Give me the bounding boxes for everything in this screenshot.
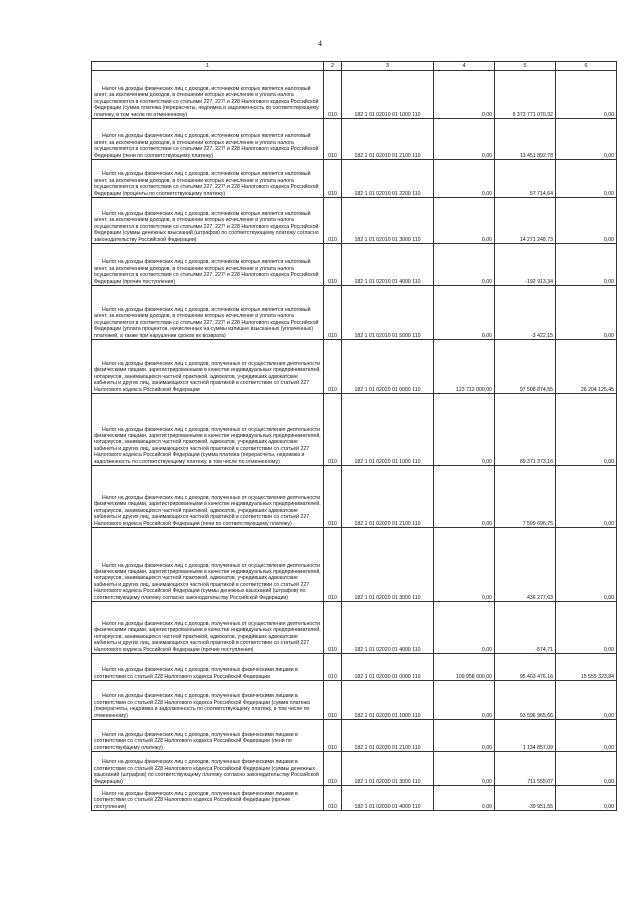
row-unexecuted-cell: 0,00 <box>556 71 617 119</box>
row-name-cell: Налог на доходы физических лиц с доходов, полученных от осуществления деятельности физическими лицами, зарегистрированными в качестве индивидуальных предпринимателей, нотариусов, занимающихся частной практикой, адвокатов, учредивших адвокатские кабинеты и других лиц, занимающихся частной практикой в соответствии со статьей 227 Налогового кодекса Российской Федерации (прочие поступления) <box>92 602 324 654</box>
row-budget-code-cell: 182 1 01 02010 01 2200 110 <box>342 160 434 198</box>
row-budget-code-cell: 182 1 01 02020 01 1000 110 <box>342 394 434 466</box>
row-approved-cell: 123 712 000,00 <box>434 340 495 394</box>
row-line-code-cell: 010 <box>324 160 342 198</box>
column-header-3: 3 <box>342 62 434 71</box>
row-line-code-cell: 010 <box>324 71 342 119</box>
row-line-code-cell: 010 <box>324 340 342 394</box>
report-body <box>92 71 617 811</box>
table-row <box>92 654 617 681</box>
row-approved-cell: 0,00 <box>434 160 495 198</box>
table-row <box>92 198 617 244</box>
row-name-cell: Налог на доходы физических лиц с доходов, полученных от осуществления деятельности физическими лицами, зарегистрированными в качестве индивидуальных предпринимателей, нотариусов, занимающихся частной практикой, адвокатов, учредивших адвокатские кабинеты и других лиц, занимающихся частной практикой в соответствии со статьей 227 Налогового кодекса Российской Федерации (суммы денежных взысканий (штрафов) по соответствующему платежу согласно законодательству Российской Федерации) <box>92 528 324 602</box>
row-budget-code-cell: 182 1 01 02030 01 3000 110 <box>342 752 434 786</box>
row-name-cell: Налог на доходы физических лиц с доходов, полученных физическими лицами в соответствии со статьей 228 Налогового кодекса Российской Федерации <box>92 654 324 681</box>
row-approved-cell: 0,00 <box>434 71 495 119</box>
table-row <box>92 394 617 466</box>
row-name-cell: Налог на доходы физических лиц с доходов, полученных от осуществления деятельности физическими лицами, зарегистрированными в качестве индивидуальных предпринимателей, нотариусов, занимающихся частной практикой, адвокатов, учредивших адвокатские кабинеты и других лиц, занимающихся частной практикой в соответствии со статьей 227 Налогового кодекса Российской Федерации (сумма платежа (перерасчеты, недоимка и задолженность по соответствующему платежу, в том числе по отмененному) <box>92 394 324 466</box>
row-unexecuted-cell: 0,00 <box>556 602 617 654</box>
row-budget-code-cell: 182 1 01 02020 01 3000 110 <box>342 528 434 602</box>
table-row <box>92 752 617 786</box>
table-row <box>92 602 617 654</box>
row-executed-cell: 93 596 965,66 <box>495 681 556 720</box>
row-approved-cell: 0,00 <box>434 466 495 528</box>
table-row <box>92 466 617 528</box>
row-line-code-cell: 010 <box>324 394 342 466</box>
table-row <box>92 681 617 720</box>
row-name-cell: Налог на доходы физических лиц с доходов, источником которых является налоговый агент, за исключением доходов, в отношении которых исчисление и уплата налога осуществляются в соответствии со статьями 227, 227¹ и 228 Налогового кодекса Российской Федерации (прочие поступления) <box>92 244 324 286</box>
row-approved-cell: 109 958 000,00 <box>434 654 495 681</box>
row-approved-cell: 0,00 <box>434 752 495 786</box>
column-header-2: 2 <box>324 62 342 71</box>
row-executed-cell: 95 403 476,16 <box>495 654 556 681</box>
row-executed-cell: 57 714,64 <box>495 160 556 198</box>
row-budget-code-cell: 182 1 01 02030 01 1000 110 <box>342 681 434 720</box>
row-executed-cell: 7 599 696,75 <box>495 466 556 528</box>
table-row <box>92 720 617 752</box>
row-executed-cell: 89 371 373,16 <box>495 394 556 466</box>
row-executed-cell: 1 134 857,09 <box>495 720 556 752</box>
row-approved-cell: 0,00 <box>434 244 495 286</box>
row-name-cell: Налог на доходы физических лиц с доходов, источником которых является налоговый агент, за исключением доходов, в отношении которых исчисление и уплата налога осуществляются в соответствии со статьями 227, 227¹ и 228 Налогового кодекса Российской Федерации (пени по соответствующему платежу) <box>92 119 324 160</box>
row-name-cell: Налог на доходы физических лиц с доходов, полученных физическими лицами в соответствии со статьей 228 Налогового кодекса Российской Федерации (пени по соответствующему платежу) <box>92 720 324 752</box>
row-unexecuted-cell: 0,00 <box>556 752 617 786</box>
row-executed-cell: -3 422,15 <box>495 286 556 340</box>
row-line-code-cell: 010 <box>324 681 342 720</box>
column-header-5: 5 <box>495 62 556 71</box>
row-executed-cell: -39 951,55 <box>495 786 556 811</box>
table-row <box>92 244 617 286</box>
row-line-code-cell: 010 <box>324 602 342 654</box>
row-executed-cell: 14 271 248,73 <box>495 198 556 244</box>
row-budget-code-cell: 182 1 01 02010 01 2100 110 <box>342 119 434 160</box>
row-executed-cell: -192 913,34 <box>495 244 556 286</box>
row-name-cell: Налог на доходы физических лиц с доходов, источником которых является налоговый агент, за исключением доходов, в отношении которых исчисление и уплата налога осуществляются в соответствии со статьями 227, 227¹ и 228 Налогового кодекса Российской Федерации (уплата процентов, начисленных на суммы излишне взысканных (уплаченных) платежей, а также при нарушении сроков их возврата) <box>92 286 324 340</box>
column-number-row <box>92 62 617 71</box>
row-name-cell: Налог на доходы физических лиц с доходов, источником которых является налоговый агент, за исключением доходов, в отношении которых исчисление и уплата налога осуществляются в соответствии со статьями 227, 227¹ и 228 Налогового кодекса Российской Федерации (проценты по соответствующему платежу) <box>92 160 324 198</box>
column-header-4: 4 <box>434 62 495 71</box>
row-line-code-cell: 010 <box>324 654 342 681</box>
row-approved-cell: 0,00 <box>434 119 495 160</box>
revenue-report-table <box>91 61 617 811</box>
column-header-1: 1 <box>92 62 324 71</box>
table-row <box>92 286 617 340</box>
row-line-code-cell: 010 <box>324 528 342 602</box>
row-name-cell: Налог на доходы физических лиц с доходов, полученных от осуществления деятельности физическими лицами, зарегистрированными в качестве индивидуальных предпринимателей, нотариусов, занимающихся частной практикой, адвокатов, учредивших адвокатские кабинеты и других лиц, занимающихся частной практикой в соответствии со статьей 227 Налогового кодекса Российской Федерации <box>92 340 324 394</box>
row-budget-code-cell: 182 1 01 02020 01 2100 110 <box>342 466 434 528</box>
table-row <box>92 528 617 602</box>
row-executed-cell: 436 277,63 <box>495 528 556 602</box>
row-unexecuted-cell: 0,00 <box>556 394 617 466</box>
row-executed-cell: 97 508 874,55 <box>495 340 556 394</box>
page-number: 4 <box>318 39 322 48</box>
row-approved-cell: 0,00 <box>434 286 495 340</box>
row-approved-cell: 0,00 <box>434 720 495 752</box>
row-budget-code-cell: 182 1 01 02030 01 2100 110 <box>342 720 434 752</box>
row-unexecuted-cell: 0,00 <box>556 160 617 198</box>
row-line-code-cell: 010 <box>324 286 342 340</box>
row-line-code-cell: 010 <box>324 466 342 528</box>
row-budget-code-cell: 182 1 01 02010 01 4000 110 <box>342 244 434 286</box>
row-line-code-cell: 010 <box>324 198 342 244</box>
row-unexecuted-cell: 0,00 <box>556 528 617 602</box>
row-executed-cell: -574,71 <box>495 602 556 654</box>
row-name-cell: Налог на доходы физических лиц с доходов, полученных физическими лицами в соответствии со статьей 228 Налогового кодекса Российской Федерации (прочие поступления) <box>92 786 324 811</box>
row-budget-code-cell: 182 1 01 02020 01 0000 110 <box>342 340 434 394</box>
table-row <box>92 71 617 119</box>
row-executed-cell: 711 555,07 <box>495 752 556 786</box>
row-name-cell: Налог на доходы физических лиц с доходов, источником которых является налоговый агент, за исключением доходов, в отношении которых исчисление и уплата налога осуществляются в соответствии со статьями 227, 227¹ и 228 Налогового кодекса Российской Федерации (сумма платежа (перерасчеты, недоимка и задолженность по соответствующему платежу, в том числе по отмененному) <box>92 71 324 119</box>
row-unexecuted-cell: 0,00 <box>556 286 617 340</box>
row-budget-code-cell: 182 1 01 02030 01 0000 110 <box>342 654 434 681</box>
row-unexecuted-cell: 0,00 <box>556 786 617 811</box>
table-row <box>92 786 617 811</box>
row-name-cell: Налог на доходы физических лиц с доходов, полученных от осуществления деятельности физическими лицами, зарегистрированными в качестве индивидуальных предпринимателей, нотариусов, занимающихся частной практикой, адвокатов, учредивших адвокатские кабинеты и других лиц, занимающихся частной практикой в соответствии со статьей 227 Налогового кодекса Российской Федерации (пени по соответствующему платежу) <box>92 466 324 528</box>
row-executed-cell: 11 451 892,78 <box>495 119 556 160</box>
row-budget-code-cell: 182 1 01 02010 01 3000 110 <box>342 198 434 244</box>
row-approved-cell: 0,00 <box>434 681 495 720</box>
row-name-cell: Налог на доходы физических лиц с доходов, полученных физическими лицами в соответствии со статьей 228 Налогового кодекса Российской Федерации (суммы денежных взысканий (штрафов) по соответствующему платежу согласно законодательству Российской Федерации) <box>92 752 324 786</box>
table-row <box>92 119 617 160</box>
row-approved-cell: 0,00 <box>434 786 495 811</box>
table-row <box>92 160 617 198</box>
row-unexecuted-cell: 0,00 <box>556 720 617 752</box>
row-line-code-cell: 010 <box>324 244 342 286</box>
row-unexecuted-cell: 26 204 125,45 <box>556 340 617 394</box>
row-executed-cell: 6 373 771 070,32 <box>495 71 556 119</box>
row-line-code-cell: 010 <box>324 752 342 786</box>
row-name-cell: Налог на доходы физических лиц с доходов, источником которых является налоговый агент, за исключением доходов, в отношении которых исчисление и уплата налога осуществляются в соответствии со статьями 227, 227¹ и 228 Налогового кодекса Российской Федерации (суммы денежных взысканий (штрафов) по соответствующему платежу согласно законодательству Российской Федерации) <box>92 198 324 244</box>
row-approved-cell: 0,00 <box>434 198 495 244</box>
row-budget-code-cell: 182 1 01 02010 01 5000 110 <box>342 286 434 340</box>
row-approved-cell: 0,00 <box>434 394 495 466</box>
row-budget-code-cell: 182 1 01 02030 01 4000 110 <box>342 786 434 811</box>
row-line-code-cell: 010 <box>324 119 342 160</box>
row-budget-code-cell: 182 1 01 02020 01 4000 110 <box>342 602 434 654</box>
row-unexecuted-cell: 0,00 <box>556 119 617 160</box>
row-budget-code-cell: 182 1 01 02010 01 1000 110 <box>342 71 434 119</box>
row-approved-cell: 0,00 <box>434 602 495 654</box>
row-line-code-cell: 010 <box>324 786 342 811</box>
row-line-code-cell: 010 <box>324 720 342 752</box>
row-unexecuted-cell: 0,00 <box>556 244 617 286</box>
row-unexecuted-cell: 15 555 323,84 <box>556 654 617 681</box>
row-name-cell: Налог на доходы физических лиц с доходов, полученных физическими лицами в соответствии со статьей 228 Налогового кодекса Российской Федерации (сумма платежа (перерасчеты, недоимка и задолженность по соответствующему платежу, в том числе по отмененному) <box>92 681 324 720</box>
table-row <box>92 340 617 394</box>
column-header-6: 6 <box>556 62 617 71</box>
row-unexecuted-cell: 0,00 <box>556 681 617 720</box>
row-unexecuted-cell: 0,00 <box>556 466 617 528</box>
row-unexecuted-cell: 0,00 <box>556 198 617 244</box>
row-approved-cell: 0,00 <box>434 528 495 602</box>
